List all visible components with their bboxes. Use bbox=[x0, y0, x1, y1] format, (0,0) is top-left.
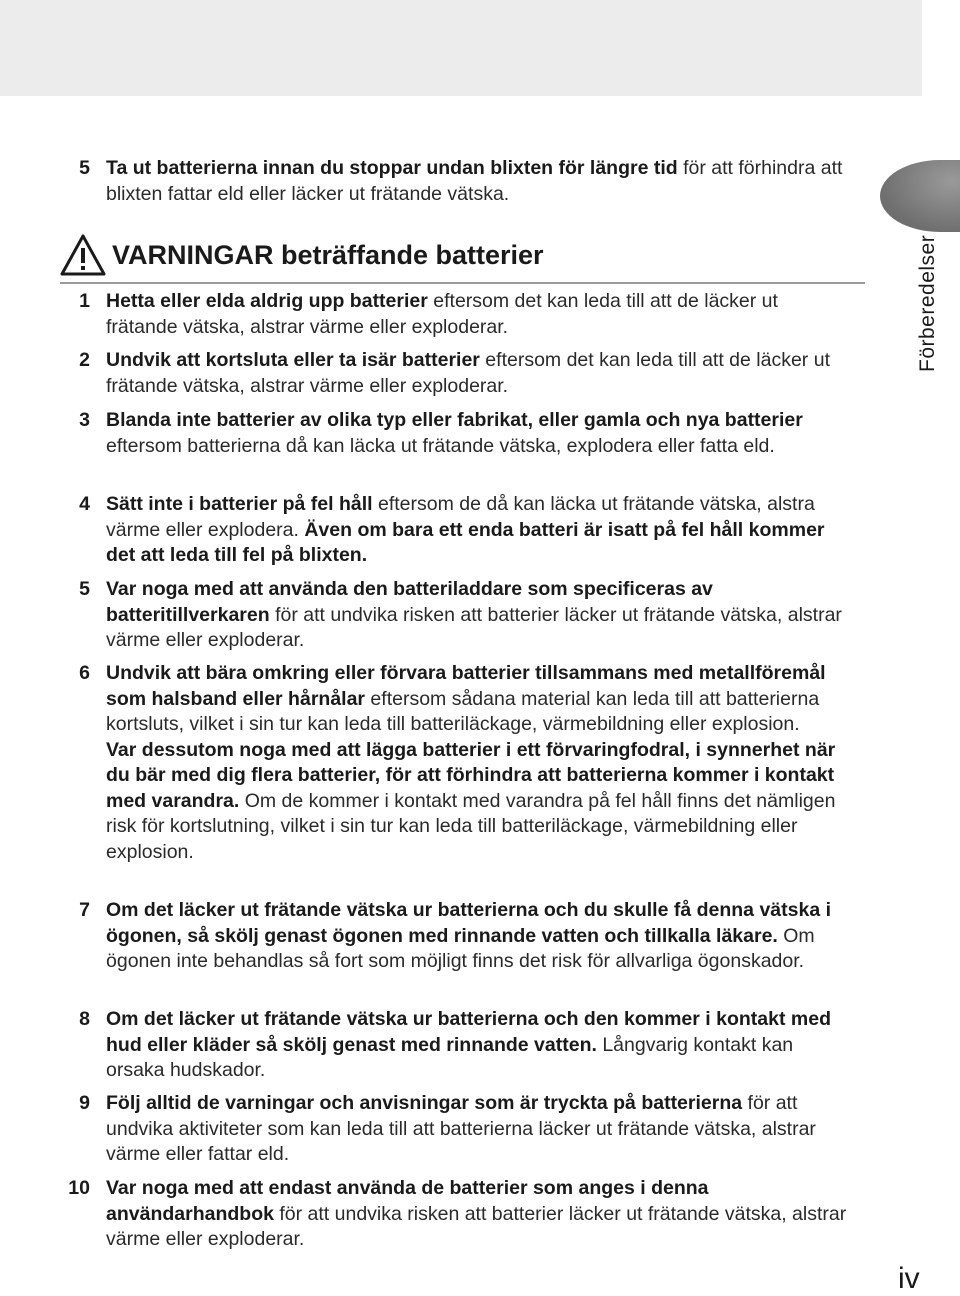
section-label: Förberedelser bbox=[916, 234, 939, 372]
item-text: Blanda inte batterier av olika typ eller fabrikat, eller gamla och nya batterier eftersom batterierna då kan läcka ut frätande vätska, explodera eller fatta eld. bbox=[106, 409, 803, 457]
item-text: Hetta eller elda aldrig upp batterier eftersom det kan leda till att de läcker ut frätande vätska, alstrar värme eller exploderar. bbox=[106, 290, 778, 338]
item-text: Var noga med att endast använda de batterier som anges i denna användarhandbok för att undvika risken att batterier läcker ut frätande vätska, alstrar värme eller exploderar. bbox=[106, 1177, 847, 1250]
item-text: Om det läcker ut frätande vätska ur batterierna och den kommer i kontakt med hud eller kläder så skölj genast med rinnande vatten. Långvarig kontakt kan orsaka hudskador. bbox=[106, 1008, 831, 1081]
item-number: 3 bbox=[79, 409, 90, 431]
item-text: Undvik att bära omkring eller förvara batterier tillsammans med metallföremål som halsband eller hårnålar eftersom sådana material kan leda till att batterierna kortsluts, vilket i sin tur kan leda till batteriläckage, värmebildning eller explosion. Var dessutom noga med att lägga batterier i ett förvaringfodral, i synnerhet när du bär med dig flera batterier, för att förhindra att batterierna kommer i kontakt med varandra. Om de kommer i kontakt med varandra på fel håll finns det nämligen risk för kortslutning, vilket i sin tur kan leda till batteriläckage, värmebildning eller explosion. bbox=[106, 662, 836, 863]
item-number: 7 bbox=[79, 899, 90, 921]
item-number: 5 bbox=[79, 157, 90, 179]
item-text: Undvik att kortsluta eller ta isär batterier eftersom det kan leda till att de läcker ut frätande vätska, alstrar värme eller exploderar. bbox=[106, 349, 830, 397]
item-text: Följ alltid de varningar och anvisningar som är tryckta på batterierna för att undvika aktiviteter som kan leda till att batterierna läcker ut frätande vätska, alstrar värme eller fattar eld. bbox=[106, 1092, 816, 1165]
item-number: 4 bbox=[79, 493, 90, 515]
list-item bbox=[60, 661, 850, 865]
list-item bbox=[60, 577, 850, 654]
list-item bbox=[60, 408, 850, 459]
header-band bbox=[0, 0, 922, 96]
page-number: iv bbox=[898, 1262, 920, 1295]
warning-heading bbox=[60, 234, 865, 284]
item-number: 5 bbox=[79, 578, 90, 600]
item-text: Ta ut batterierna innan du stoppar undan blixten för längre tid för att förhindra att blixten fattar eld eller läcker ut frätande vätska. bbox=[106, 157, 843, 205]
item-text: Sätt inte i batterier på fel håll eftersom de då kan läcka ut frätande vätska, alstra värme eller explodera. Även om bara ett enda batteri är isatt på fel håll kommer det att leda till fel på blixten. bbox=[106, 493, 825, 566]
item-text: Om det läcker ut frätande vätska ur batterierna och du skulle få denna vätska i ögonen, så skölj genast ögonen med rinnande vatten och tillkalla läkare. Om ögonen inte behandlas så fort som möjligt finns det risk för allvarliga ögonskador. bbox=[106, 899, 832, 972]
item-number: 8 bbox=[79, 1008, 90, 1030]
warning-triangle-icon bbox=[60, 234, 106, 276]
list-item bbox=[60, 1007, 850, 1084]
item-number: 2 bbox=[79, 349, 90, 371]
item-number: 10 bbox=[68, 1177, 90, 1199]
item-text: Var noga med att använda den batteriladdare som specificeras av batteritillverkaren för att undvika risken att batterier läcker ut frätande vätska, alstrar värme eller exploderar. bbox=[106, 578, 842, 651]
intro-item bbox=[60, 156, 850, 207]
item-number: 1 bbox=[79, 290, 90, 312]
section-tab bbox=[880, 160, 960, 232]
list-item bbox=[60, 492, 850, 569]
list-item bbox=[60, 1091, 850, 1168]
list-item bbox=[60, 898, 850, 975]
item-number: 6 bbox=[79, 662, 90, 684]
list-item bbox=[60, 348, 850, 399]
list-item bbox=[60, 289, 850, 340]
list-item bbox=[60, 1176, 850, 1253]
warning-title: VARNINGAR beträffande batterier bbox=[112, 240, 544, 270]
item-number: 9 bbox=[79, 1092, 90, 1114]
